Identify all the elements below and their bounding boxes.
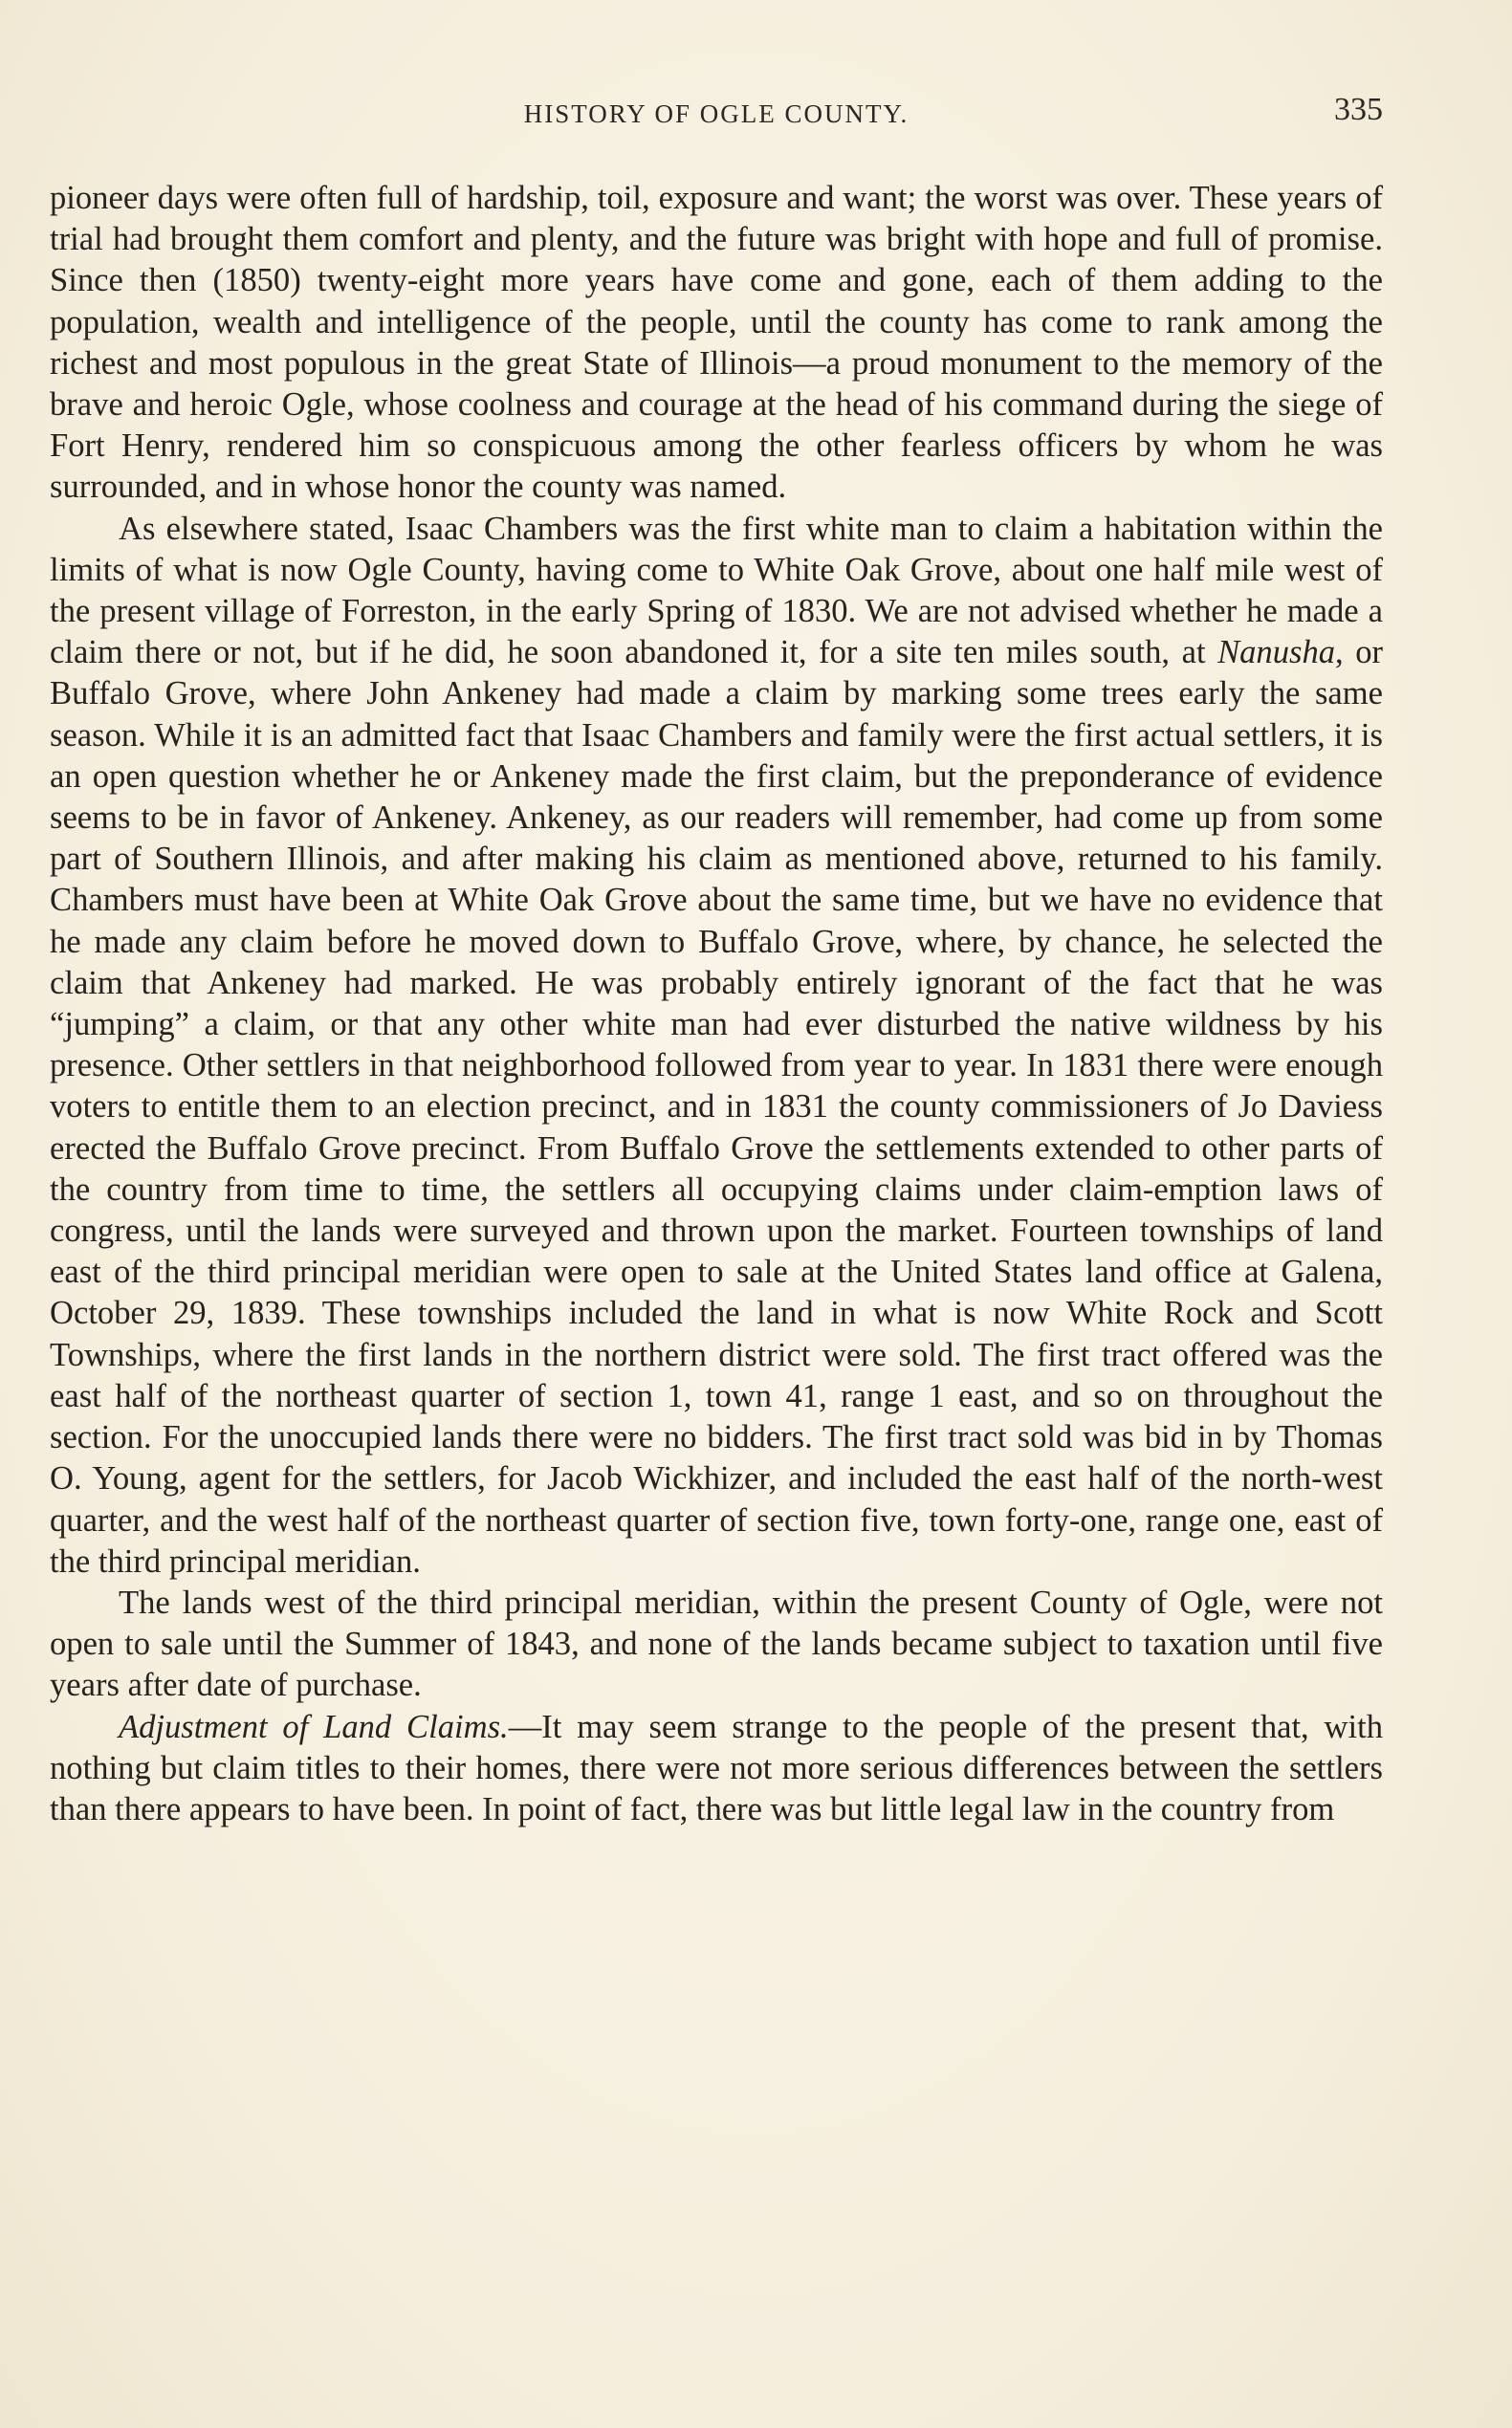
paragraph-4 <box>50 1707 1383 1831</box>
paragraph-text: —It may seem strange to the people of the present that, with nothing but claim titles to their homes, there were not more serious differences between the settlers than there appears to have been. In point of fact, there was but little legal law in the country from <box>50 1708 1383 1827</box>
italic-section-heading: Adjustment of Land Claims. <box>119 1708 509 1745</box>
paragraph-text: , or Buffalo Grove, where John Ankeney had made a claim by marking some trees early the same season. While it is an admitted fact that Isaac Chambers and family were the first actual settlers, it is an open question whether he or Ankeney made the first claim, but the preponderance of evidence seems to be in favor of Ankeney. Ankeney, as our readers will remember, had come up from some part of Southern Illinois, and after making his claim as mentioned above, returned to his family. Chambers must have been at White Oak Grove about the same time, but we have no evidence that he made any claim before he moved down to Buffalo Grove, where, by chance, he selected the claim that Ankeney had marked. He was probably entirely ignorant of the fact that he was “jumping” a claim, or that any other white man had ever disturbed the native wildness by his presence. Other settlers in that neighborhood followed from year to year. In 1831 there were enough voters to entitle them to an election precinct, and in 1831 the county commissioners of Jo Daviess erected the Buffalo Grove precinct. From Buffalo Grove the settlements extended to other parts of the country from time to time, the settlers all occupying claims under claim-emption laws of congress, until the lands were surveyed and thrown upon the market. Fourteen townships of land east of the third principal meridian were open to sale at the United States land office at Galena, October 29, 1839. These townships included the land in what is now White Rock and Scott Townships, where the first lands in the northern district were sold. The first tract offered was the east half of the northeast quarter of section 1, town 41, range 1 east, and so on throughout the section. For the unoccupied lands there were no bidders. The first tract sold was bid in by Thomas O. Young, agent for the settlers, for Jacob Wickhizer, and included the east half of the north-west quarter, and the west half of the northeast quarter of section five, town forty-one, range one, east of the third principal meridian. <box>50 634 1384 1580</box>
running-title: HISTORY OF OGLE COUNTY. <box>523 99 909 128</box>
paragraph-text: As elsewhere stated, Isaac Chambers was the first white man to claim a habitation within the limits of what is now Ogle County, having come to White Oak Grove, about one half mile west of the present village of Forreston, in the early Spring of 1830. We are not advised whether he made a claim there or not, but if he did, he soon abandoned it, for a site ten miles south, at <box>50 510 1383 671</box>
italic-place-name: Nanusha <box>1217 634 1336 671</box>
page-number: 335 <box>1334 92 1383 127</box>
paragraph-1 <box>50 178 1383 509</box>
paragraph-2 <box>50 509 1383 1583</box>
page-header <box>50 92 1383 140</box>
paragraph-text: The lands west of the third principal meridian, within the present County of Ogle, were not open to sale until the Summer of 1843, and none of the lands became subject to taxation until five years after date of purchase. <box>50 1584 1383 1704</box>
paragraph-text: pioneer days were often full of hardship, toil, exposure and want; the worst was over. These years of trial had brought them comfort and plenty, and the future was bright with hope and full of promise. Since then (1850) twenty-eight more years have come and gone, each of them adding to the population, wealth and intelligence of the people, until the county has come to rank among the richest and most populous in the great State of Illinois—a proud monument to the memory of the brave and heroic Ogle, whose coolness and courage at the head of his command during the siege of Fort Henry, rendered him so conspicuous among the other fearless officers by whom he was surrounded, and in whose honor the county was named. <box>50 180 1383 506</box>
paragraph-3 <box>50 1583 1383 1707</box>
body-text <box>50 178 1383 1830</box>
